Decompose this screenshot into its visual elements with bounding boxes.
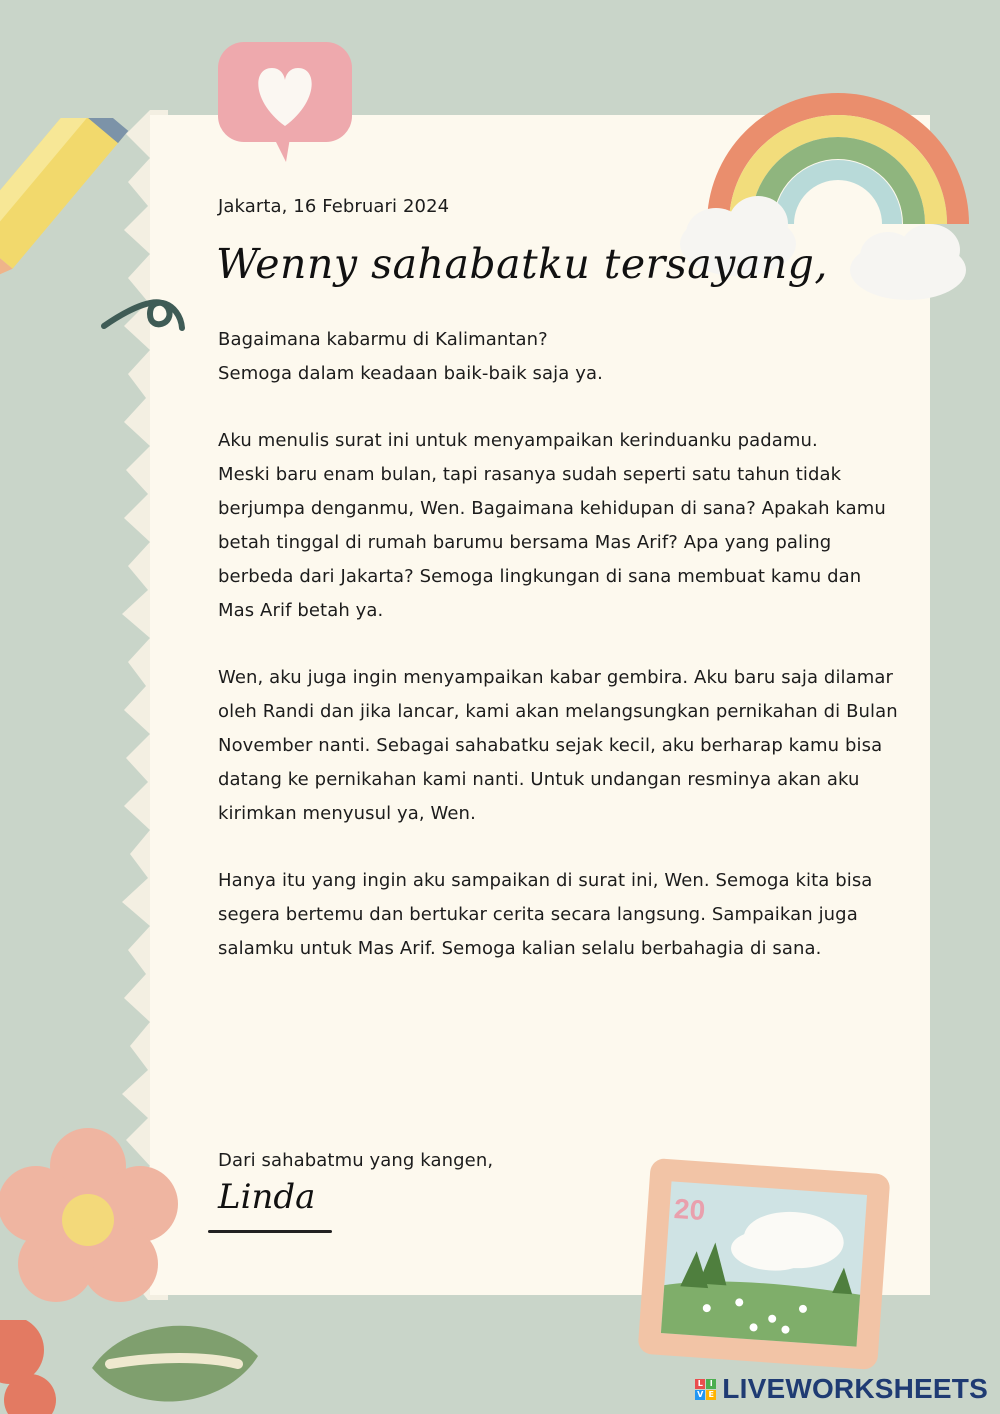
letter-line: Bagaimana kabarmu di Kalimantan? — [218, 329, 548, 350]
letter-paragraph — [218, 864, 878, 966]
letter-body — [218, 323, 898, 999]
letter-line: salamku untuk Mas Arif. Semoga kalian selalu berbahagia di sana. — [218, 938, 822, 959]
letter-date: Jakarta, 16 Februari 2024 — [218, 196, 450, 217]
liveworksheets-mark-icon — [695, 1379, 716, 1400]
letter-line: oleh Randi dan jika lancar, kami akan melangsungkan pernikahan di Bulan — [218, 701, 898, 722]
letter-line: datang ke pernikahan kami nanti. Untuk undangan resminya akan aku — [218, 769, 860, 790]
letter-line: kirimkan menyusul ya, Wen. — [218, 803, 476, 824]
brand-mark-letter: E — [706, 1390, 716, 1400]
letter-line: betah tinggal di rumah barumu bersama Mas Arif? Apa yang paling — [218, 532, 832, 553]
letter-line: berjumpa denganmu, Wen. Bagaimana kehidupan di sana? Apakah kamu — [218, 498, 886, 519]
letter-paragraph — [218, 424, 886, 628]
letter-line: Mas Arif betah ya. — [218, 600, 384, 621]
letter-line: Wen, aku juga ingin menyampaikan kabar gembira. Aku baru saja dilamar — [218, 667, 894, 688]
signature-underline — [208, 1230, 332, 1233]
letter-line: berbeda dari Jakarta? Semoga lingkungan di sana membuat kamu dan — [218, 566, 862, 587]
flower-partial-icon — [0, 1320, 70, 1414]
letter-signature: Linda — [218, 1177, 316, 1217]
postage-stamp-icon — [630, 1152, 898, 1376]
brand-mark-letter: L — [695, 1379, 705, 1389]
letter-closing: Dari sahabatmu yang kangen, — [218, 1150, 494, 1171]
letter-greeting: Wenny sahabatku tersayang, — [216, 240, 828, 288]
letter-paragraph — [218, 323, 878, 391]
leaf-icon — [86, 1316, 266, 1414]
flower-icon — [0, 1124, 180, 1304]
letter-line: Semoga dalam keadaan baik-baik saja ya. — [218, 363, 603, 384]
letter-line: segera bertemu dan bertukar cerita secara langsung. Sampaikan juga — [218, 904, 858, 925]
brand-mark-letter: V — [697, 1389, 704, 1399]
letter-line: Meski baru enam bulan, tapi rasanya sudah seperti satu tahun tidak — [218, 464, 842, 485]
heart-bubble-icon — [212, 38, 358, 166]
letter-line: Aku menulis surat ini untuk menyampaikan kerinduanku padamu. — [218, 430, 818, 451]
brand-mark-letter: I — [706, 1379, 716, 1389]
letter-line: November nanti. Sebagai sahabatku sejak kecil, aku berharap kamu bisa — [218, 735, 883, 756]
liveworksheets-logo — [695, 1372, 988, 1406]
letter-paragraph — [218, 661, 898, 831]
brand-name: LIVEWORKSHEETS — [722, 1373, 988, 1404]
pencil-icon — [0, 118, 200, 358]
letter-line: Hanya itu yang ingin aku sampaikan di surat ini, Wen. Semoga kita bisa — [218, 870, 873, 891]
stamp-value: 20 — [672, 1192, 707, 1227]
